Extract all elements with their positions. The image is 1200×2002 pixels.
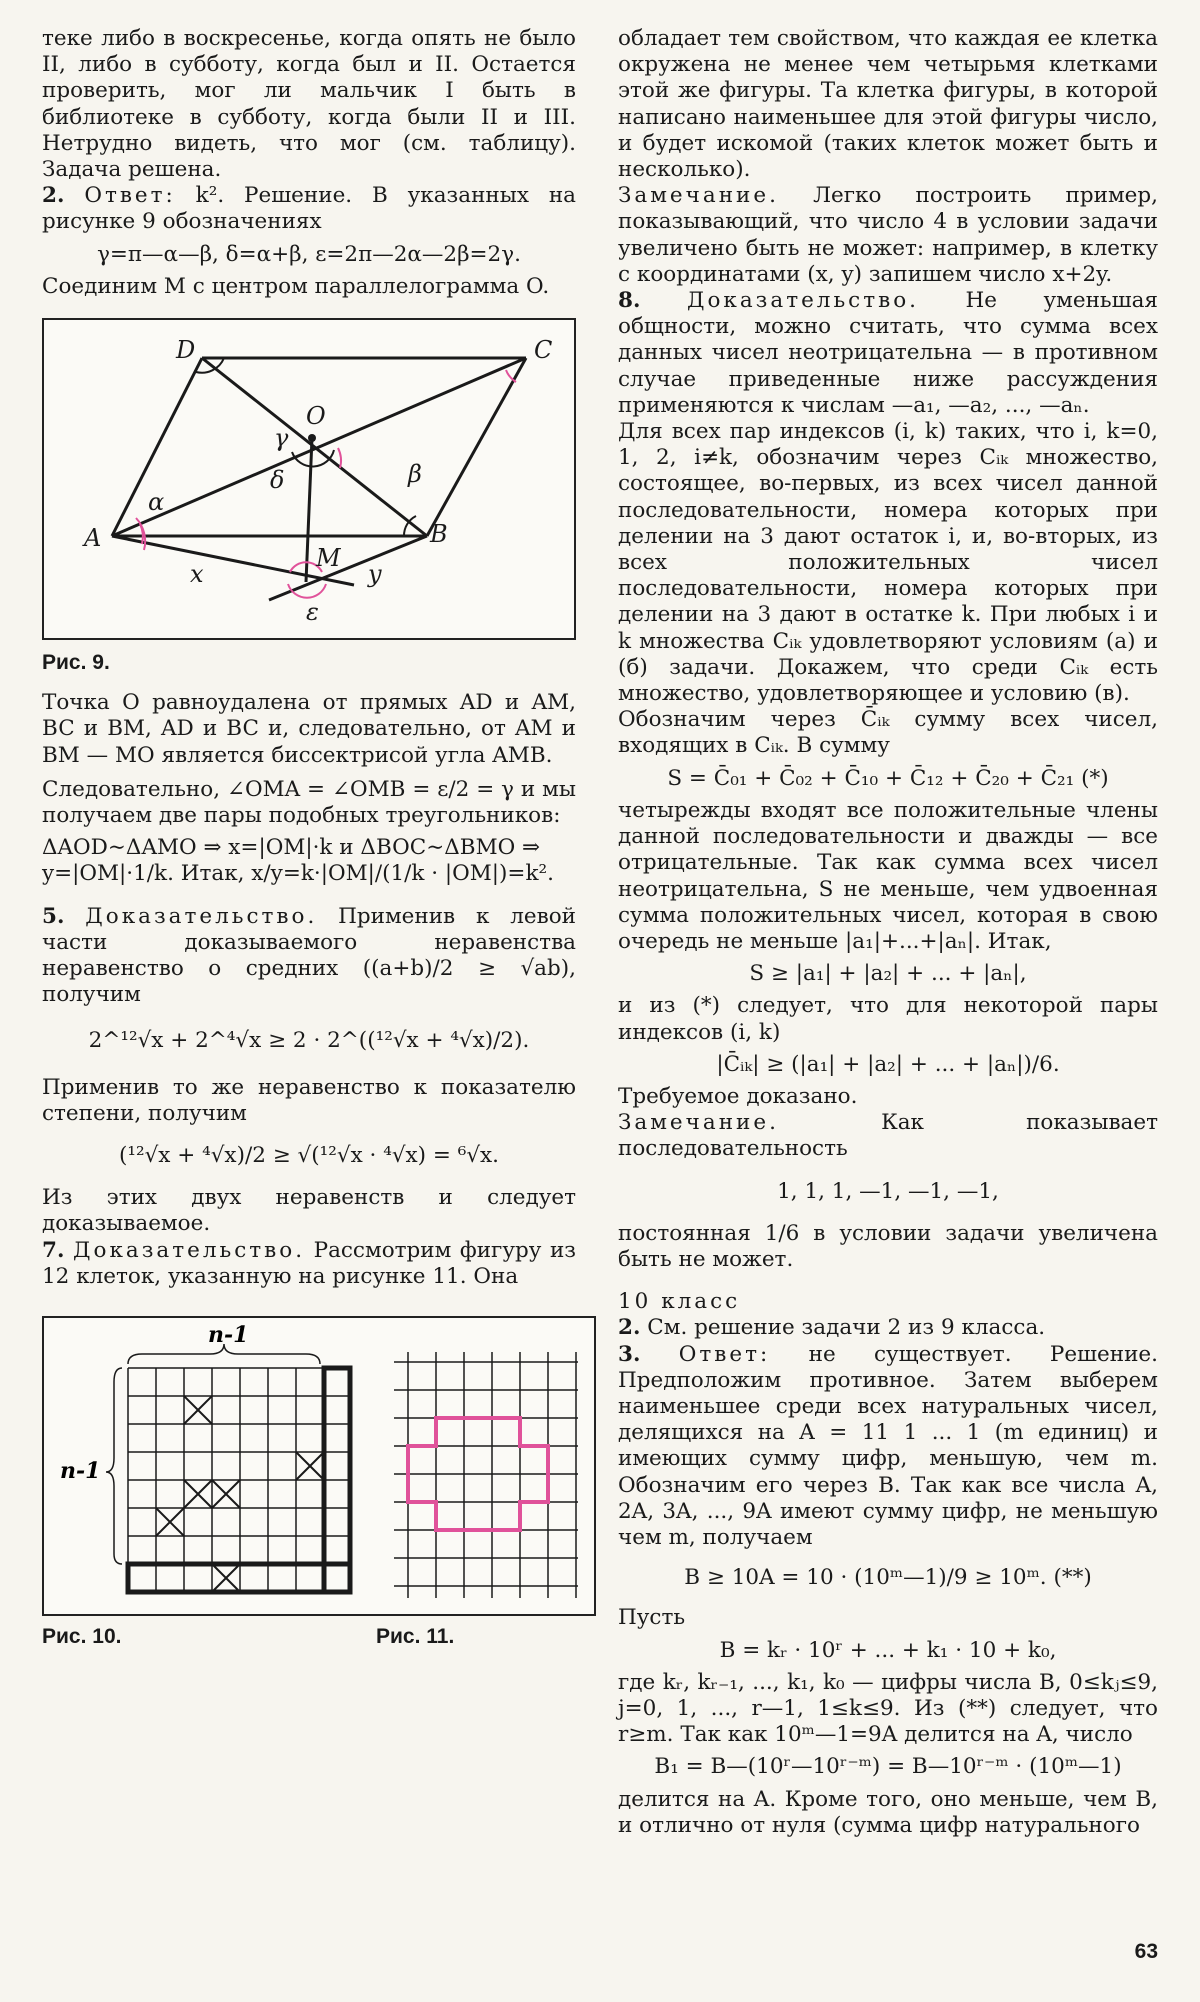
problem-number: 5. [42, 903, 65, 929]
paragraph [42, 1238, 576, 1290]
diagonal-AC [112, 358, 526, 536]
label: Замечание. [618, 183, 779, 209]
formula: 1, 1, 1, —1, —1, —1, [777, 1178, 999, 1204]
paragraph [618, 1315, 1158, 1341]
figure-9 [42, 318, 576, 640]
label-epsilon: ε [306, 598, 319, 627]
figure-caption: Рис. 9. [42, 651, 110, 675]
section-heading: 10 класс [618, 1289, 741, 1315]
text: Применив к левой части доказываемого неравенства неравенство о средних ((a+b)/2 ≥ √ab), получим [42, 903, 576, 1008]
figure-10-11 [42, 1316, 596, 1616]
paragraph [618, 183, 1158, 288]
label-n-minus-1-left: n-1 [60, 1458, 101, 1485]
formula: (¹²√x + ⁴√x)/2 ≥ √(¹²√x · ⁴√x) = ⁶√x. [118, 1143, 500, 1169]
label-x: x [190, 560, 204, 589]
paragraph: постоянная 1/6 в условии задачи увеличена быть не может. [618, 1220, 1158, 1272]
figure-9-drawing [44, 320, 574, 638]
label: Замечание. [618, 1110, 779, 1136]
paragraph: четырежды входят все положительные члены данной последовательности и дважды — все отрицательные. Так как сумма всех чисел неотрицательна, S не меньше, чем удвоенная сумма положительных чисел, которая в свою очередь не меньше |a₁|+...+|aₙ|. Итак, [618, 797, 1158, 954]
paragraph: Для всех пар индексов (i, k) таких, что i, k=0, 1, 2, i≠k, обозначим через Cᵢₖ множество, состоящее, во-первых, из всех чисел данной последовательности, номера которых при делении на 3 дают остаток i, и, во-вторых, из всех положительных чисел последовательности, номера которых при делении на 3 дают в остатке k. При любых i и k множества Cᵢₖ удовлетворяют условиям (а) и (б) задачи. Докажем, что среди Cᵢₖ есть множество, удовлетворяющее и условию (в). [618, 419, 1158, 707]
problem-number: 8. [618, 288, 641, 314]
paragraph: Требуемое доказано. [618, 1083, 858, 1109]
figure-caption: Рис. 11. [376, 1625, 455, 1649]
formula: S = C̄₀₁ + C̄₀₂ + C̄₁₀ + C̄₁₂ + C̄₂₀ + C̄₂₁ (*) [667, 765, 1109, 791]
label: Ответ: [84, 183, 176, 209]
formula: S ≥ |a₁| + |a₂| + ... + |aₙ|, [749, 961, 1027, 987]
problem-number: 2. [618, 1315, 641, 1341]
text: Как показывает последовательность [618, 1110, 1158, 1162]
formula: B ≥ 10A = 10 · (10ᵐ—1)/9 ≥ 10ᵐ. (**) [684, 1565, 1092, 1591]
paragraph [618, 1110, 1158, 1162]
label: Ответ: [678, 1341, 771, 1367]
formula: ΔAOD∼ΔAMO ⇒ x=|OM|·k и ΔBOC∼ΔBMO ⇒ y=|OM|·1/k. Итак, x/y=k·|OM|/(1/k · |OM|)=k². [42, 835, 554, 887]
paragraph [618, 288, 1158, 419]
label-M: M [316, 544, 341, 573]
text: k². Решение. В указанных на рисунке 9 обозначениях [42, 183, 576, 235]
label-beta: β [408, 460, 422, 489]
label-n-minus-1-top: n-1 [208, 1322, 249, 1349]
paragraph: делится на A. Кроме того, оно меньше, чем B, и отлично от нуля (сумма цифр натурального [618, 1786, 1158, 1838]
label: Доказательство. [85, 903, 318, 929]
problem-number: 3. [618, 1341, 641, 1367]
segment-CB [427, 358, 526, 536]
formula: γ=π—α—β, δ=α+β, ε=2π—2α—2β=2γ. [97, 241, 521, 267]
segment-OM [306, 438, 312, 582]
right-column [618, 26, 1158, 1839]
point-O [308, 434, 316, 442]
formula: B = kᵣ · 10ʳ + ... + k₁ · 10 + k₀, [719, 1637, 1057, 1663]
text: Легко построить пример, показывающий, что число 4 в условии задачи увеличено быть не может: например, в клетку с координатами (x, y) запишем число x+2y. [618, 183, 1158, 287]
label-gamma: γ [274, 424, 289, 453]
paragraph: Следовательно, ∠OMA = ∠OMB = ε/2 = γ и мы получаем две пары подобных треугольников: [42, 776, 576, 829]
formula: B₁ = B—(10ʳ—10ʳ⁻ᵐ) = B—10ʳ⁻ᵐ · (10ᵐ—1) [654, 1754, 1122, 1780]
text: См. решение задачи 2 из 9 класса. [647, 1315, 1046, 1341]
text: Не уменьшая общности, можно считать, что сумма всех данных чисел неотрицательна — в противном случае приведенные ниже рассуждения применяются к числам —a₁, —a₂, ..., —aₙ. [618, 288, 1158, 418]
label: Доказательство. [686, 288, 919, 314]
paragraph: Применив то же неравенство к показателю степени, получим [42, 1074, 576, 1126]
paragraph: где kᵣ, kᵣ₋₁, ..., k₁, k₀ — цифры числа B, 0≤kⱼ≤9, j=0, 1, ..., r—1, 1≤k≤9. Из (**) следует, что r≥m. Так как 10ᵐ—1=9A делится на A, число [618, 1669, 1158, 1748]
figures-10-11-drawing [44, 1318, 594, 1614]
paragraph: Из этих двух неравенств и следует доказываемое. [42, 1185, 576, 1237]
brace-left [106, 1368, 122, 1564]
paragraph [42, 183, 576, 235]
label-A: A [84, 524, 102, 553]
label-O: O [306, 402, 326, 431]
text: не существует. Решение. Предположим противное. Затем выберем наименьшее среди всех натуральных чисел, делящихся на A = 11 1 ... 1 (m единиц) и имеющих сумму цифр, меньшую, чем m. Обозначим его через B. Так как все числа A, 2A, 3A, ..., 9A имеют сумму цифр, не меньшую чем m, получаем [618, 1341, 1158, 1550]
label-alpha: α [148, 488, 165, 517]
figure-caption: Рис. 10. [42, 1625, 122, 1649]
label-y: y [368, 560, 382, 589]
problem-number: 2. [42, 183, 65, 209]
paragraph: теке либо в воскресенье, когда опять не было II, либо в субботу, когда был и II. Остается проверить, мог ли мальчик I быть в библиотеке в субботу, когда были II и III. Нетрудно видеть, что мог (см. таблицу). Задача решена. [42, 26, 576, 183]
label: Доказательство. [73, 1237, 306, 1263]
paragraph: Точка O равноудалена от прямых AD и AM, BC и BM, AD и BC и, следовательно, от AM и BM — MO является биссектрисой угла AMB. [42, 690, 576, 768]
page-number: 63 [1134, 1940, 1158, 1963]
paragraph [42, 904, 576, 1009]
problem-number: 7. [42, 1237, 65, 1263]
paragraph: Обозначим через C̄ᵢₖ сумму всех чисел, входящих в Cᵢₖ. В сумму [618, 707, 1158, 759]
paragraph: Пусть [618, 1605, 686, 1631]
label-B: B [430, 520, 448, 549]
paragraph [618, 1342, 1158, 1552]
diagonal-DB [202, 358, 427, 536]
paragraph: обладает тем свойством, что каждая ее клетка окружена не менее чем четырьмя клетками этой же фигуры. Та клетка фигуры, в которой написано наименьшее для этой фигуры число, и будет искомой (таких клеток может быть и несколько). [618, 26, 1158, 183]
label-D: D [176, 336, 196, 365]
text: Рассмотрим фигуру из 12 клеток, указанную на рисунке 11. Она [42, 1237, 576, 1289]
left-column [42, 26, 576, 1656]
label-C: C [534, 336, 553, 365]
paragraph: Соединим M с центром параллелограмма O. [42, 273, 550, 299]
figure-11-grid [394, 1352, 578, 1598]
formula: 2^¹²√x + 2^⁴√x ≥ 2 · 2^((¹²√x + ⁴√x)/2). [88, 1028, 530, 1054]
formula: |C̄ᵢₖ| ≥ (|a₁| + |a₂| + ... + |aₙ|)/6. [716, 1051, 1060, 1077]
paragraph: и из (*) следует, что для некоторой пары индексов (i, k) [618, 993, 1158, 1045]
label-delta: δ [270, 466, 285, 495]
